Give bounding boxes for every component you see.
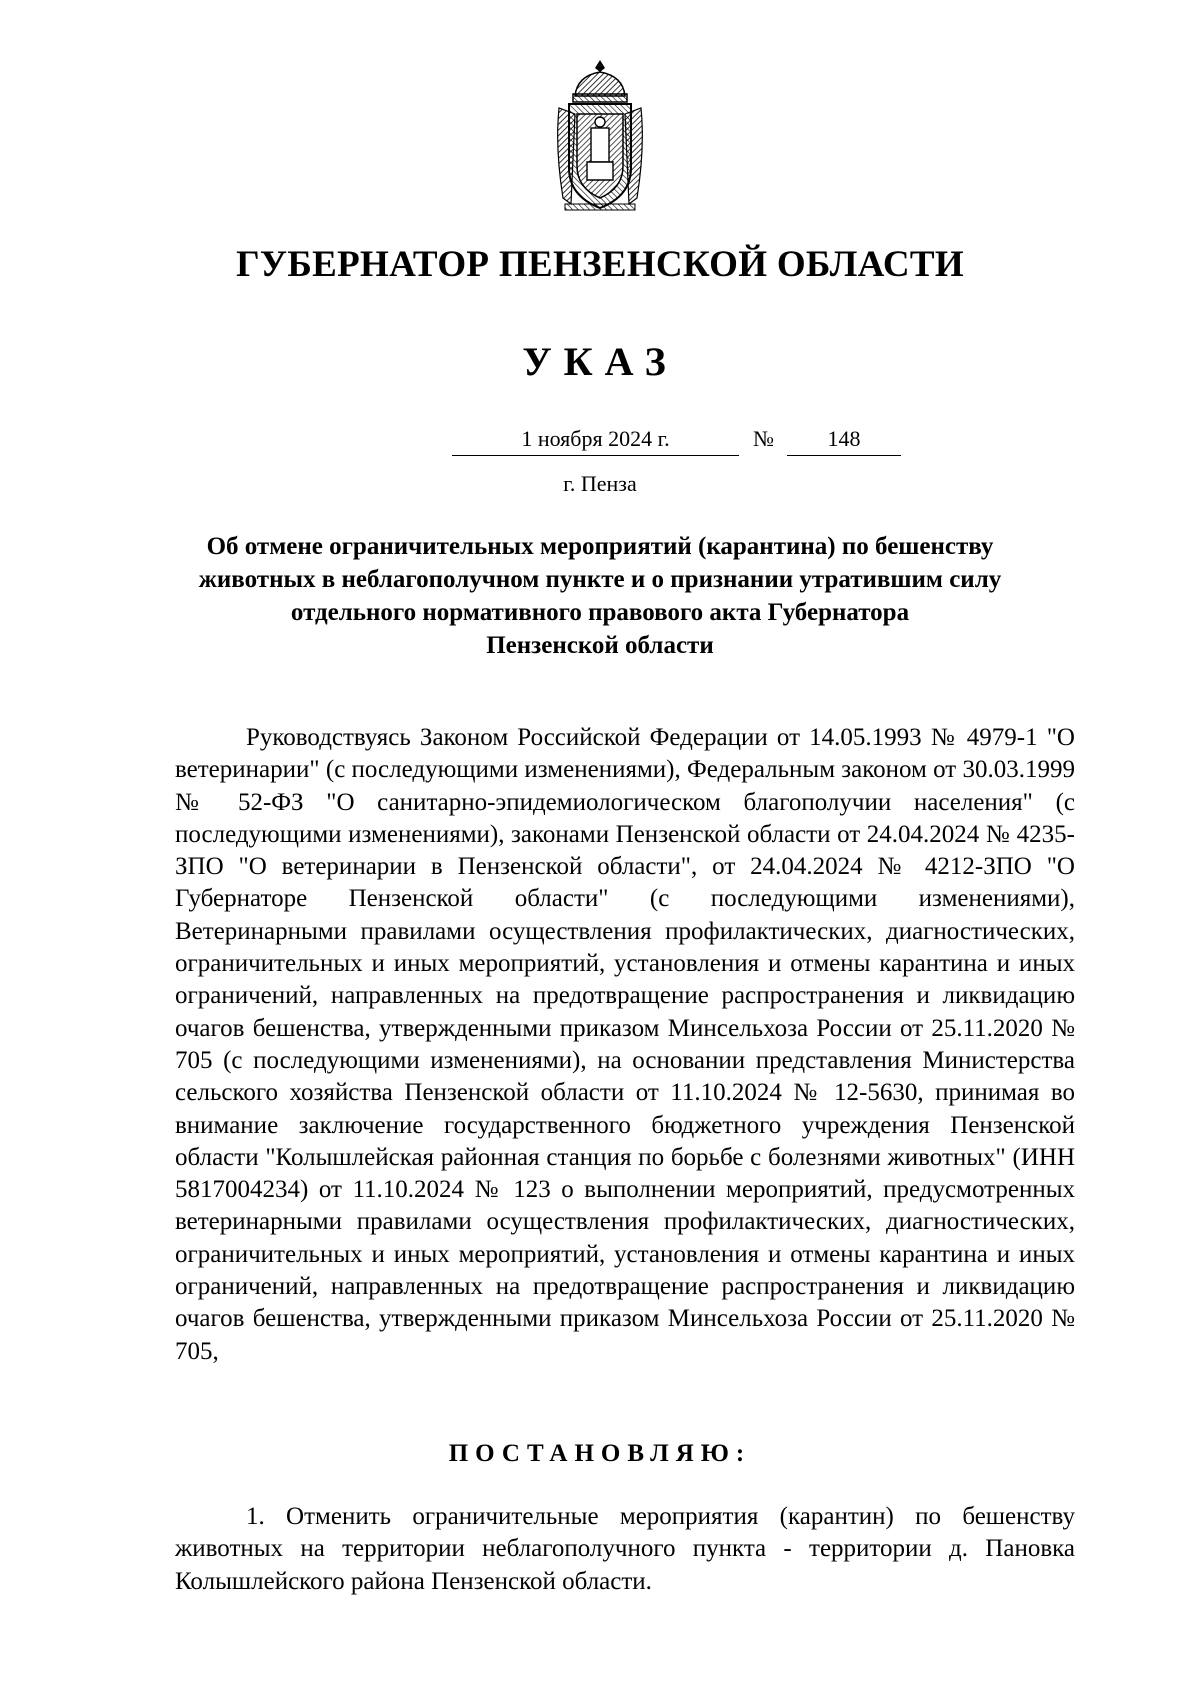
document-city: г. Пенза [563, 471, 637, 496]
document-number: 148 [787, 425, 901, 456]
document-type: УКАЗ [522, 339, 678, 384]
coat-of-arms-icon [545, 58, 655, 214]
title-line: Об отмене ограничительных мероприятий (карантина) по бешенству [206, 533, 994, 560]
title-line: отдельного нормативного правового акта Губернатора [290, 599, 910, 626]
document-title [140, 530, 1060, 662]
preamble-paragraph: Руководствуясь Законом Российской Федерации от 14.05.1993 № 4979-1 "О ветеринарии" (с последующими изменениями), Федеральным законом от 30.03.1999 № 52-ФЗ "О санитарно-эпидемиологическом благополучии населения" (с последующими изменениями), законами Пензенской области от 24.04.2024 № 4235-ЗПО "О ветеринарии в Пензенской области", от 24.04.2024 № 4212-ЗПО "О Губернаторе Пензенской области" (с последующими изменениями), Ветеринарными правилами осуществления профилактических, диагностических, ограничительных и иных мероприятий, установления и отмены карантина и иных ограничений, направленных на предотвращение распространения и ликвидацию очагов бешенства, утвержденными приказом Минсельхоза России от 25.11.2020 № 705 (с последующими изменениями), на основании представления Министерства сельского хозяйства Пензенской области от 11.10.2024 № 12-5630, принимая во внимание заключение государственного бюджетного учреждения Пензенской области "Колышлейская районная станция по борьбе с болезнями животных" (ИНН 5817004234) от 11.10.2024 № 123 о выполнении мероприятий, предусмотренных ветеринарными правилами осуществления профилактических, диагностических, ограничительных и иных мероприятий, установления и отмены карантина и иных ограничений, направленных на предотвращение распространения и ликвидацию очагов бешенства, утвержденными приказом Минсельхоза России от 25.11.2020 № 705, [175, 724, 1075, 1365]
organization-name: ГУБЕРНАТОР ПЕНЗЕНСКОЙ ОБЛАСТИ [236, 244, 964, 285]
title-line: Пензенской области [486, 632, 714, 659]
document-date: 1 ноября 2024 г. [452, 425, 739, 456]
title-line: животных в неблагополучном пункте и о признании утратившим силу [198, 566, 1002, 593]
decree-heading: ПОСТАНОВЛЯЮ: [448, 1440, 752, 1467]
number-sign: № [753, 426, 774, 451]
decree-item: 1. Отменить ограничительные мероприятия (карантин) по бешенству животных на территории неблагополучного пункта - территории д. Пановка Колышлейского района Пензенской области. [175, 1503, 1075, 1595]
